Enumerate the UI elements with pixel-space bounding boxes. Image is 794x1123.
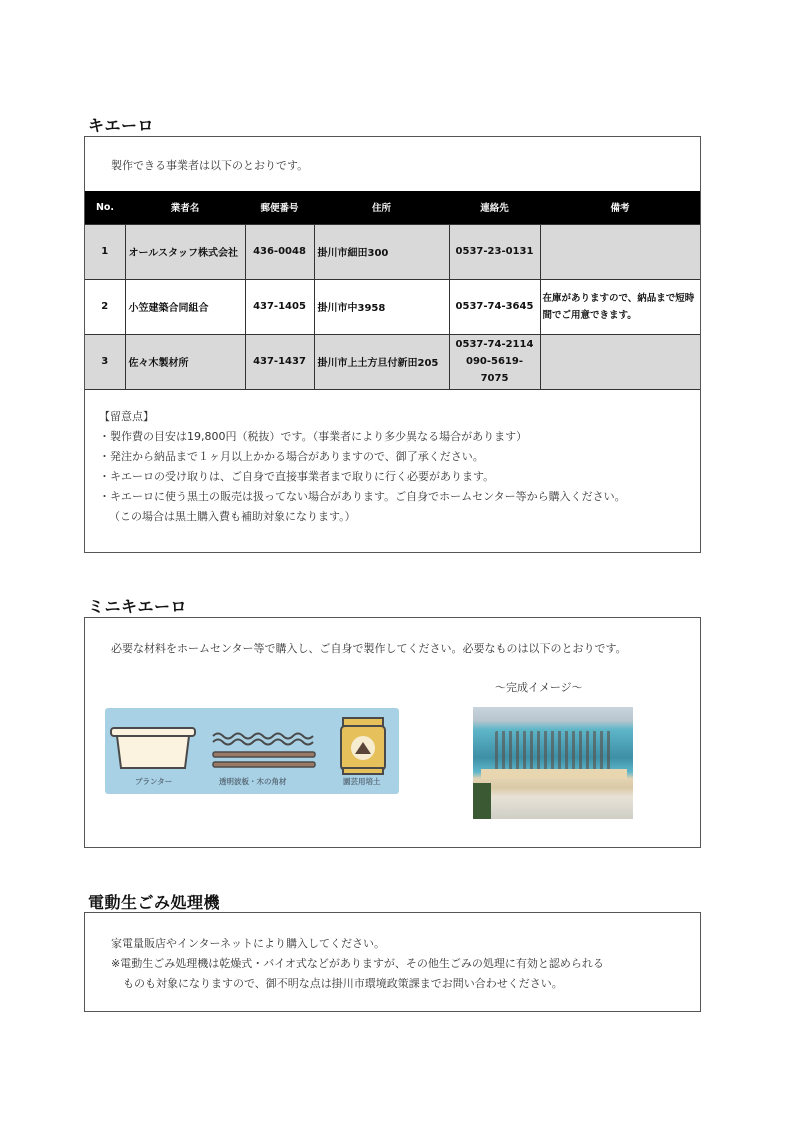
cell-contact: [449, 224, 540, 279]
text-line: ものも対象になりますので、御不明な点は掛川市環境政策課までお問い合わせください。: [123, 977, 563, 990]
section-title-garbage-processor: 電動生ごみ処理機: [88, 893, 221, 912]
mini-kiero-box: [84, 617, 701, 848]
header-note: 備考: [540, 191, 700, 224]
cell-contact: [449, 334, 540, 389]
section-title-mini-kiero: ミニキエーロ: [88, 597, 188, 616]
garbage-processor-text: [111, 934, 604, 994]
note-item: ・発注から納品まで１ヶ月以上かかる場合がありますので、御了承ください。: [99, 450, 484, 463]
lumber-icon: [213, 752, 315, 767]
mobile-number: 090-5619-7075: [465, 356, 523, 384]
notes-block: [99, 407, 626, 527]
kiero-intro: 製作できる事業者は以下のとおりです。: [111, 159, 309, 172]
cell-no: 3: [85, 334, 125, 389]
soil-bag-icon: [341, 718, 385, 774]
kiero-box: [84, 136, 701, 553]
note-item: ・製作費の目安は19,800円（税抜）です。（事業者により多少異なる場合があります）: [99, 430, 528, 443]
cell-name: 佐々木製材所: [125, 334, 245, 389]
table-row: [85, 334, 700, 389]
cell-zip: 437-1405: [245, 279, 314, 334]
cell-zip: 437-1437: [245, 334, 314, 389]
cell-name: 小笠建築合同組合: [125, 279, 245, 334]
table-row: [85, 224, 700, 279]
header-zip: 郵便番号: [245, 191, 314, 224]
cell-no: 1: [85, 224, 125, 279]
material-label-sheet-lumber: 透明波板・木の角材: [219, 777, 287, 786]
photo-corrugated-cover: [495, 731, 613, 771]
cell-note: [540, 334, 700, 389]
cell-address: 掛川市中3958: [314, 279, 449, 334]
phone-number: 0537-74-3645: [455, 301, 534, 312]
cell-address: 掛川市細田300: [314, 224, 449, 279]
material-label-soil: 園芸用培土: [343, 777, 381, 786]
note-item: ・キエーロの受け取りは、ご自身で直接事業者まで取りに行く必要があります。: [99, 470, 495, 483]
header-name: 業者名: [125, 191, 245, 224]
phone-number: 0537-23-0131: [455, 246, 534, 257]
corrugated-sheet-icon: [213, 734, 313, 745]
garbage-processor-box: [84, 912, 701, 1012]
mini-kiero-intro: 必要な材料をホームセンター等で購入し、ご自身で製作してください。必要なものは以下のとおりです。: [111, 642, 627, 655]
cell-contact: [449, 279, 540, 334]
text-line: 家電量販店やインターネットにより購入してください。: [111, 937, 386, 950]
cell-note: 在庫がありますので、納品まで短時間でご用意できます。: [540, 279, 700, 334]
material-label-planter: プランター: [135, 777, 173, 786]
cell-zip: 436-0048: [245, 224, 314, 279]
cell-address: 掛川市上土方旦付新田205: [314, 334, 449, 389]
photo-wood-frame: [481, 769, 627, 779]
cell-no: 2: [85, 279, 125, 334]
materials-illustration: [105, 708, 399, 794]
notes-heading: 【留意点】: [99, 410, 154, 423]
note-item: （この場合は黒土購入費も補助対象になります。）: [109, 510, 356, 523]
table-header-row: [85, 191, 700, 224]
phone-number: 0537-74-2114: [455, 339, 534, 350]
header-address: 住所: [314, 191, 449, 224]
completion-image-caption: ～完成イメージ～: [495, 681, 583, 694]
planter-icon: [111, 728, 195, 768]
cell-name: オールスタッフ株式会社: [125, 224, 245, 279]
completion-photo: [473, 707, 633, 819]
cell-note: [540, 224, 700, 279]
vendor-table: [85, 191, 700, 390]
note-item: ・キエーロに使う黒土の販売は扱ってない場合があります。ご自身でホームセンター等から購入ください。: [99, 490, 626, 503]
header-contact: 連絡先: [449, 191, 540, 224]
text-line: ※電動生ごみ処理機は乾燥式・バイオ式などがありますが、その他生ごみの処理に有効と認められる: [111, 957, 604, 970]
section-title-kiero: キエーロ: [88, 116, 155, 135]
header-no: No.: [85, 191, 125, 224]
table-row: [85, 279, 700, 334]
photo-plant: [473, 783, 491, 819]
